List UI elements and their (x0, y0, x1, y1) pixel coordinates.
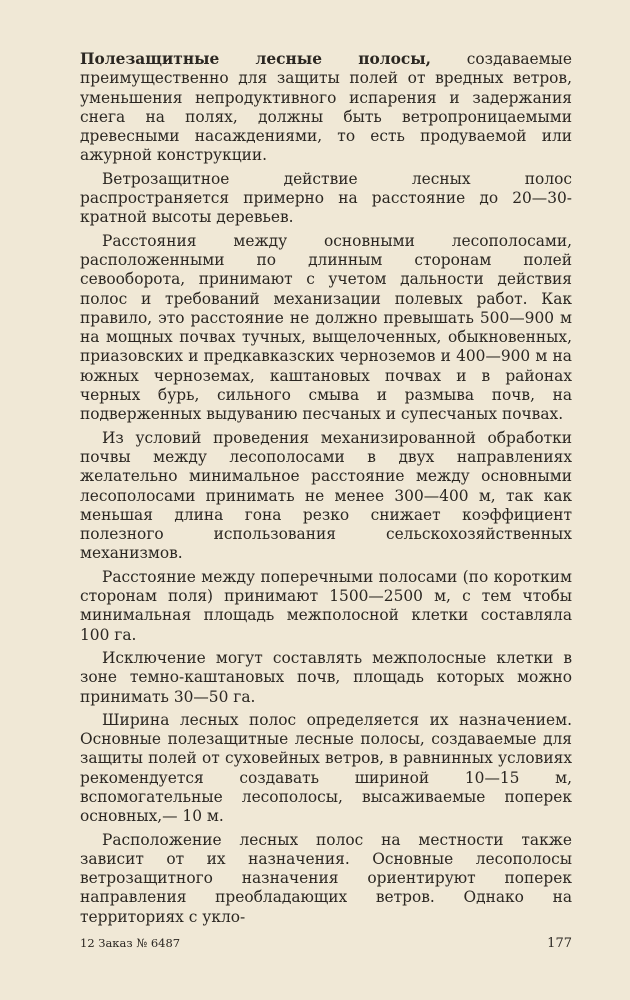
printer-signature: 12 Заказ № 6487 (80, 936, 181, 950)
page-footer (80, 936, 572, 956)
paragraph-text: создаваемые преимущественно для защиты полей от вредных ветров, уменьшения непродуктивного испарения и задержания снега на полях, должны быть ветропроницаемыми древесными насаждениями, то есть продуваемой или ажурной конструкции. (80, 50, 572, 165)
paragraph-3: Расстояния между основными лесополосами, расположенными по длинным сторонам полей севооборота, принимают с учетом дальности действия полос и требований механизации полевых работ. Как правило, это расстояние не должно превышать 500—900 м на мощных почвах тучных, выщелоченных, обыкновенных, приазовских и предкавказских черноземов и 400—900 м на южных черноземах, каштановых почвах и в районах черных бурь, сильного смыва и размыва почв, на подверженных выдуванию песчаных и супесчаных почвах. (80, 231, 572, 424)
paragraph-4: Из условий проведения механизированной обработки почвы между лесополосами в двух направлениях желательно минимальное расстояние между основными лесополосами принимать не менее 300—400 м, так как меньшая длина гона резко снижает коэффициент полезного использования сельскохозяйственных механизмов. (80, 428, 572, 563)
paragraph-8: Расположение лесных полос на местности также зависит от их назначения. Основные лесополосы ветрозащитного назначения ориентируют поперек направления преобладающих ветров. Однако на территориях с укло- (80, 830, 572, 926)
body-text (80, 50, 572, 931)
bold-lead-term: Полезащитные лесные полосы, (80, 50, 432, 68)
paragraph-5: Расстояние между поперечными полосами (по коротким сторонам поля) принимают 1500—2500 м, с тем чтобы минимальная площадь межполосной клетки составляла 100 га. (80, 567, 572, 644)
page-number: 177 (547, 936, 572, 951)
paragraph-6: Исключение могут составлять межполосные клетки в зоне темно-каштановых почв, площадь которых можно принимать 30—50 га. (80, 648, 572, 706)
paragraph-7: Ширина лесных полос определяется их назначением. Основные полезащитные лесные полосы, создаваемые для защиты полей от суховейных ветров, в равнинных условиях рекомендуется создавать шириной 10—15 м, вспомогательные лесополосы, высаживаемые поперек основных,— 10 м. (80, 710, 572, 826)
paragraph-1 (80, 50, 572, 166)
paragraph-2: Ветрозащитное действие лесных полос распространяется примерно на расстояние до 20—30-кратной высоты деревьев. (80, 169, 572, 227)
